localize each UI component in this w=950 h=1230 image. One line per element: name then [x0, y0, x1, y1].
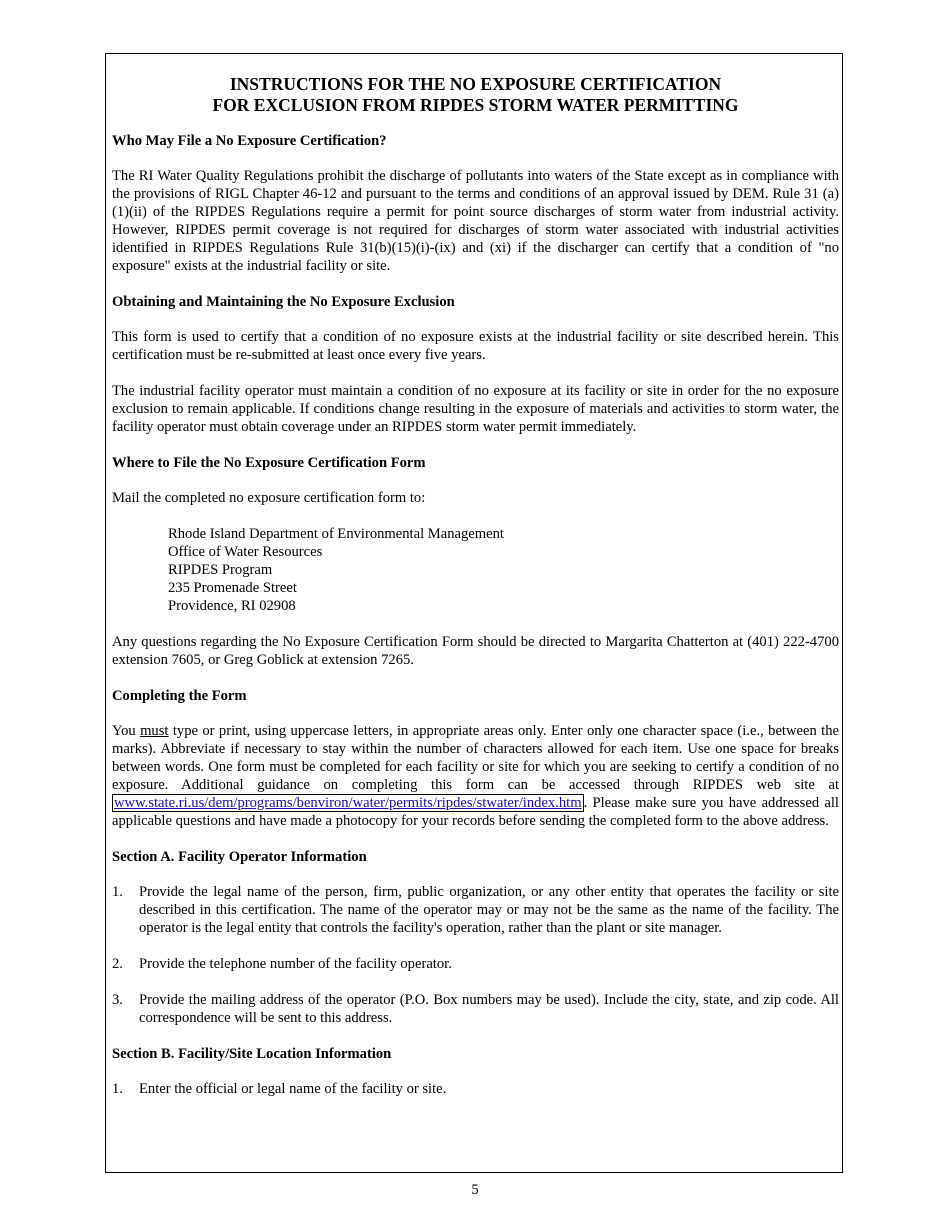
para-questions: Any questions regarding the No Exposure Certification Form should be directed to Margarita Chatterton at (401) 222-4700 extension 7605, or Greg Goblick at extension 7265. [112, 634, 839, 668]
item-text: Provide the telephone number of the facility operator. [139, 956, 452, 972]
item-text: Provide the legal name of the person, firm, public organization, or any other entity that operates the facility or site described in this certification. The name of the operator may or may not be the same as the name of the facility. The operator is the legal entity that controls the facility's operation, rather than the plant or site manager. [139, 884, 839, 936]
address-line: Rhode Island Department of Environmental Management [168, 526, 504, 542]
title-line-2: FOR EXCLUSION FROM RIPDES STORM WATER PERMITTING [212, 95, 739, 115]
address-line: Office of Water Resources [168, 544, 323, 560]
text-segment: type or print, using uppercase letters, in appropriate areas only. Enter only one character space (i.e., between the marks). Abbreviate if necessary to stay within the number of characters allowed for each item. Use one space for breaks between words. One form must be completed for each facility or site for which you are seeking to certify a condition of no exposure. Additional guidance on completing this form can be accessed through RIPDES web site at [112, 723, 840, 793]
document-title [112, 74, 839, 116]
document-body [112, 74, 839, 1116]
heading-where-to-file: Where to File the No Exposure Certification Form [112, 455, 426, 471]
item-number: 1. [112, 1081, 123, 1097]
item-text: Provide the mailing address of the operator (P.O. Box numbers may be used). Include the city, state, and zip code. All correspondence will be sent to this address. [139, 992, 839, 1026]
address-line: Providence, RI 02908 [168, 598, 296, 614]
text-segment: You [112, 723, 141, 739]
list-item [112, 955, 839, 973]
address-line: RIPDES Program [168, 562, 273, 578]
must-emphasis: must [140, 723, 169, 739]
para-who-may-file: The RI Water Quality Regulations prohibit the discharge of pollutants into waters of the State except as in compliance with the provisions of RIGL Chapter 46-12 and pursuant to the terms and conditions of an approval issued by DEM. Rule 31 (a)(1)(ii) of the RIPDES Regulations require a permit for point source discharges of storm water from industrial activity. However, RIPDES permit coverage is not required for discharges of storm water associated with industrial activities identified in RIPDES Regulations Rule 31(b)(15)(i)-(ix) and (xi) if the discharger can certify that a condition of "no exposure" exists at the industrial facility or site. [112, 168, 839, 274]
para-obtaining-1: This form is used to certify that a condition of no exposure exists at the industrial facility or site described herein. This certification must be re-submitted at least once every five years. [112, 329, 839, 363]
heading-who-may-file: Who May File a No Exposure Certification? [112, 133, 387, 149]
para-obtaining-2: The industrial facility operator must maintain a condition of no exposure at its facility or site in order for the no exposure exclusion to remain applicable. If conditions change resulting in the exposure of materials and activities to storm water, the facility operator must obtain coverage under an RIPDES storm water permit immediately. [112, 383, 839, 435]
text-segment: . Please make sure you have addressed all applicable questions and have made a photocopy for your records before sending the completed form to the above address. [112, 795, 839, 829]
title-line-1: INSTRUCTIONS FOR THE NO EXPOSURE CERTIFICATION [229, 74, 722, 94]
para-mail-intro: Mail the completed no exposure certification form to: [112, 490, 426, 506]
mailing-address [168, 525, 839, 615]
heading-obtaining: Obtaining and Maintaining the No Exposure Exclusion [112, 294, 455, 310]
heading-completing-form: Completing the Form [112, 688, 247, 704]
list-item [112, 883, 839, 937]
list-item [112, 1080, 839, 1098]
item-number: 2. [112, 956, 123, 972]
item-number: 3. [112, 992, 123, 1008]
heading-section-a: Section A. Facility Operator Information [112, 849, 367, 865]
item-number: 1. [112, 884, 123, 900]
ripdes-website-link[interactable]: www.state.ri.us/dem/programs/benviron/water/permits/ripdes/stwater/index.htm [114, 795, 582, 811]
list-item [112, 991, 839, 1027]
heading-section-b: Section B. Facility/Site Location Information [112, 1046, 392, 1062]
para-completing-form [112, 722, 839, 830]
address-line: 235 Promenade Street [168, 580, 297, 596]
item-text: Enter the official or legal name of the facility or site. [139, 1081, 447, 1097]
page-number: 5 [471, 1182, 479, 1198]
